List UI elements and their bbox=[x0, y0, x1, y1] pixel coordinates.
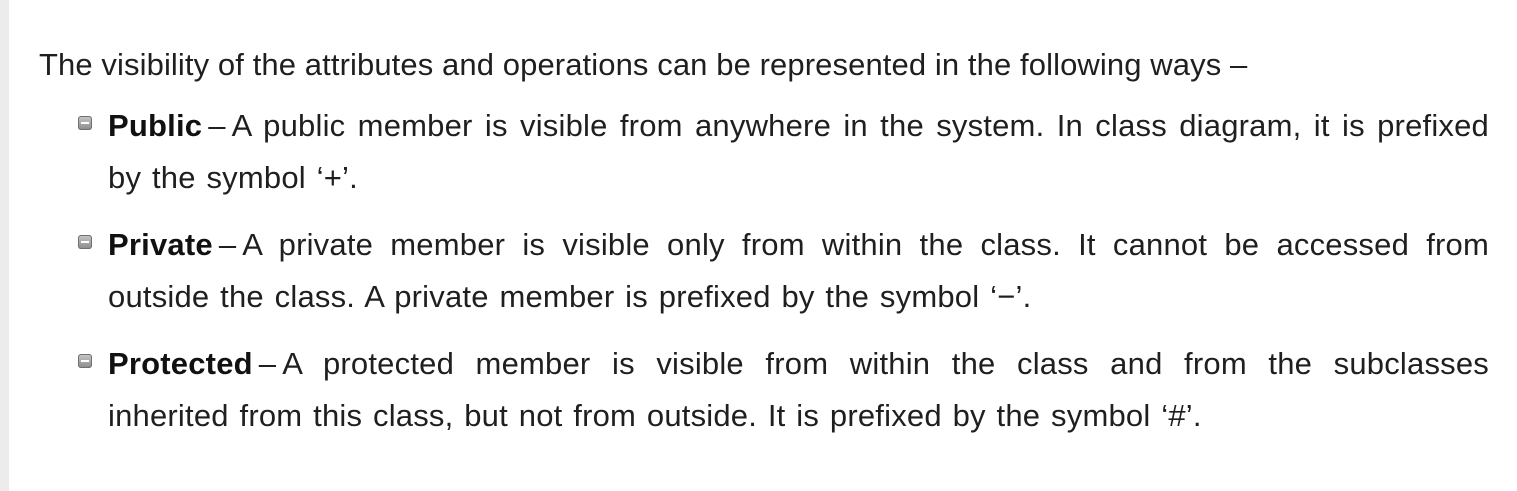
dash-separator: – bbox=[208, 108, 226, 143]
article-content bbox=[39, 40, 1489, 457]
dash-separator: – bbox=[258, 346, 277, 381]
intro-paragraph: The visibility of the attributes and operations can be represented in the following ways – bbox=[39, 47, 1248, 82]
minus-box-icon bbox=[78, 235, 92, 249]
left-border bbox=[0, 0, 9, 491]
term-protected: Protected bbox=[108, 346, 253, 381]
description-private: A private member is visible only from within the class. It cannot be accessed from outside the class. A private member is prefixed by the symbol ‘−’. bbox=[108, 227, 1489, 314]
minus-box-icon bbox=[78, 354, 92, 368]
term-private: Private bbox=[108, 227, 213, 262]
list-item-protected bbox=[108, 338, 1489, 442]
term-public: Public bbox=[108, 108, 203, 143]
list-item-public bbox=[108, 100, 1489, 204]
minus-box-icon bbox=[78, 116, 92, 130]
dash-separator: – bbox=[218, 227, 237, 262]
visibility-list bbox=[39, 100, 1489, 442]
list-item-private bbox=[108, 219, 1489, 323]
description-public: A public member is visible from anywhere in the system. In class diagram, it is prefixed by the symbol ‘+’. bbox=[108, 108, 1489, 195]
description-protected: A protected member is visible from within the class and from the subclasses inherited from this class, but not from outside. It is prefixed by the symbol ‘#’. bbox=[108, 346, 1489, 433]
